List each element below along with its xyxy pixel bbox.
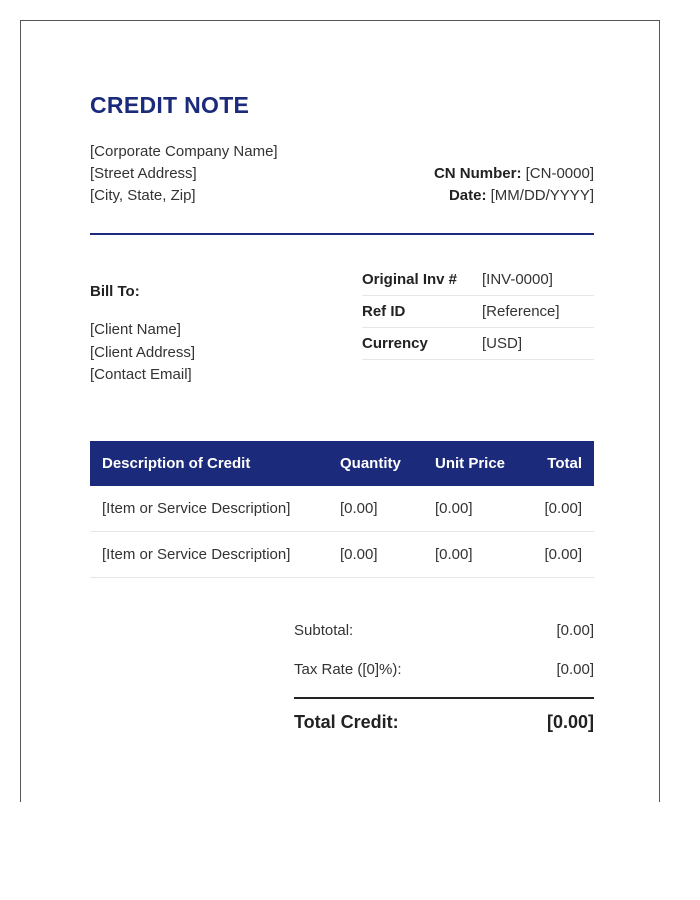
- credit-note-page: [20, 20, 660, 802]
- tax-label: Tax Rate ([0]%):: [294, 661, 402, 678]
- document-title: CREDIT NOTE: [90, 92, 250, 118]
- item-total: [0.00]: [530, 532, 594, 578]
- total-credit-value: [0.00]: [546, 712, 594, 732]
- tax-row: [294, 650, 594, 689]
- credit-note-meta: [434, 163, 594, 207]
- column-header-total: Total: [530, 441, 594, 486]
- client-email: [Contact Email]: [90, 366, 192, 383]
- item-total: [0.00]: [530, 486, 594, 532]
- company-city: [City, State, Zip]: [90, 187, 196, 204]
- company-name: [Corporate Company Name]: [90, 143, 278, 160]
- tax-value: [0.00]: [556, 661, 594, 678]
- item-description: [Item or Service Description]: [90, 532, 340, 578]
- subtotal-value: [0.00]: [556, 622, 594, 639]
- column-header-quantity: Quantity: [340, 441, 435, 486]
- company-block: [90, 141, 278, 207]
- cn-number-label: CN Number:: [433, 165, 522, 182]
- item-quantity: [0.00]: [340, 486, 435, 532]
- reference-table: [362, 264, 594, 360]
- client-name: [Client Name]: [90, 321, 181, 338]
- company-street: [Street Address]: [90, 165, 197, 182]
- cn-number-value: [CN-0000]: [525, 165, 594, 182]
- cn-number-line: [434, 163, 594, 185]
- totals-divider: [294, 697, 594, 699]
- item-unit-price: [0.00]: [435, 532, 530, 578]
- cn-date-value: [MM/DD/YYYY]: [490, 187, 594, 204]
- reference-label: Original Inv #: [362, 264, 482, 296]
- line-items-header: [90, 441, 594, 486]
- bill-to-heading: Bill To:: [90, 283, 140, 300]
- item-description: [Item or Service Description]: [90, 486, 340, 532]
- column-header-unit-price: Unit Price: [435, 441, 530, 486]
- table-row: [90, 532, 594, 578]
- item-unit-price: [0.00]: [435, 486, 530, 532]
- subtotal-label: Subtotal:: [294, 622, 354, 639]
- line-items-table: [90, 441, 594, 578]
- reference-value: [Reference]: [482, 296, 594, 328]
- reference-row: [362, 328, 594, 360]
- column-header-description: Description of Credit: [90, 441, 340, 486]
- table-row: [90, 486, 594, 532]
- reference-label: Ref ID: [362, 296, 482, 328]
- bill-to-block: [90, 319, 195, 387]
- reference-row: [362, 296, 594, 328]
- reference-label: Currency: [362, 328, 482, 360]
- total-credit-row: [294, 712, 594, 733]
- reference-value: [INV-0000]: [482, 264, 594, 296]
- totals-block: [294, 611, 594, 733]
- item-quantity: [0.00]: [340, 532, 435, 578]
- reference-value: [USD]: [482, 328, 594, 360]
- cn-date-label: Date:: [448, 187, 487, 204]
- total-credit-label: Total Credit:: [294, 712, 399, 732]
- subtotal-row: [294, 611, 594, 650]
- client-address: [Client Address]: [90, 343, 196, 361]
- header-divider: [90, 233, 594, 235]
- reference-row: [362, 264, 594, 296]
- cn-date-line: [434, 185, 594, 207]
